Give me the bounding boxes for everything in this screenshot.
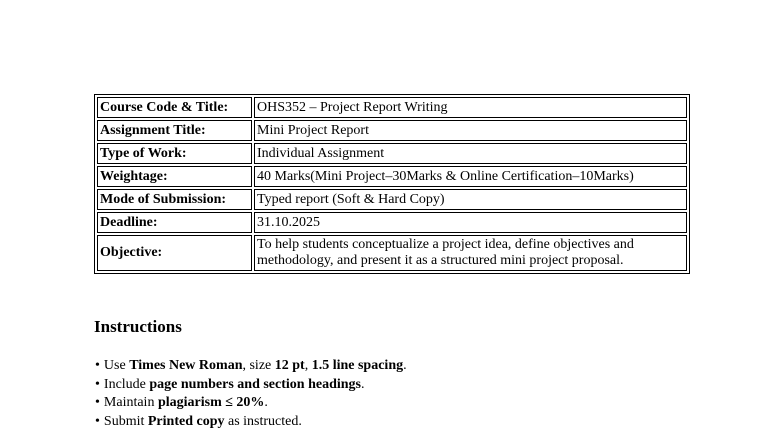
table-row-assignment-title — [97, 120, 687, 141]
type-of-work-value: Individual Assignment — [254, 143, 687, 164]
assignment-title-label: Assignment Title: — [97, 120, 252, 141]
instruction-text: Submit — [103, 413, 148, 429]
course-value: OHS352 – Project Report Writing — [254, 97, 687, 118]
instruction-text: Maintain — [103, 395, 158, 410]
objective-value: To help students conceptualize a project idea, define objectives and methodology, and present it as a structured mini project proposal. — [254, 235, 687, 271]
instruction-emphasis: page numbers and section headings — [149, 376, 361, 392]
instruction-emphasis: 12 pt — [274, 358, 305, 373]
assignment-title-value: Mini Project Report — [254, 120, 687, 141]
table-row-mode-of-submission — [97, 189, 687, 210]
objective-label: Objective: — [97, 235, 252, 271]
table-row-weightage — [97, 166, 687, 187]
deadline-value: 31.10.2025 — [254, 212, 687, 233]
table-row-objective — [97, 235, 687, 271]
bullet-icon: • — [95, 376, 100, 392]
course-label: Course Code & Title: — [97, 97, 252, 118]
instruction-text: as instructed. — [224, 413, 302, 429]
weightage-label: Weightage: — [97, 166, 252, 187]
instruction-emphasis: plagiarism ≤ 20% — [157, 395, 265, 410]
instruction-text: . — [360, 376, 365, 392]
bullet-icon: • — [95, 395, 100, 410]
instruction-item — [95, 413, 407, 432]
instruction-item — [95, 376, 407, 395]
instruction-text: Use — [103, 358, 130, 373]
instruction-item — [95, 394, 407, 413]
bullet-icon: • — [95, 358, 100, 373]
table-row-deadline — [97, 212, 687, 233]
instruction-text: , size — [242, 358, 275, 373]
instruction-item — [95, 357, 407, 376]
weightage-value: 40 Marks(Mini Project–30Marks & Online Certification–10Marks) — [254, 166, 687, 187]
instruction-text: . — [403, 358, 407, 373]
instructions-list — [95, 357, 407, 431]
table-row-course — [97, 97, 687, 118]
instruction-emphasis: 1.5 line spacing — [311, 358, 404, 373]
instructions-heading: Instructions — [94, 317, 182, 336]
instruction-emphasis: Printed copy — [147, 413, 225, 429]
instruction-text: . — [264, 395, 268, 410]
type-of-work-label: Type of Work: — [97, 143, 252, 164]
bullet-icon: • — [95, 413, 100, 429]
instruction-text: Include — [103, 376, 150, 392]
table-row-type-of-work — [97, 143, 687, 164]
mode-of-submission-value: Typed report (Soft & Hard Copy) — [254, 189, 687, 210]
assignment-info-table — [94, 94, 690, 274]
mode-of-submission-label: Mode of Submission: — [97, 189, 252, 210]
deadline-label: Deadline: — [97, 212, 252, 233]
instruction-text: , — [304, 358, 312, 373]
instruction-emphasis: Times New Roman — [129, 358, 243, 373]
